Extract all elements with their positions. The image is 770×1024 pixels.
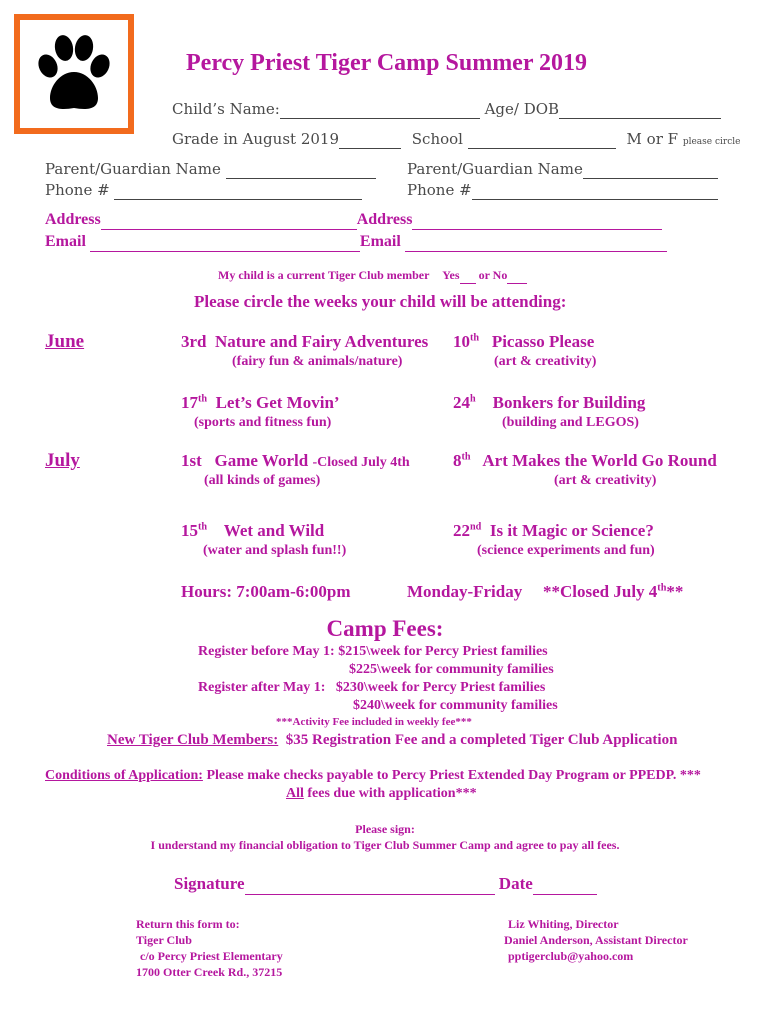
- email1-field[interactable]: [90, 233, 360, 252]
- fee-after-comm: $240\week for community families: [353, 698, 558, 713]
- july-week1-desc: (all kinds of games): [204, 473, 321, 488]
- july-week2-desc: (art & creativity): [554, 473, 657, 488]
- address1-label: Address: [45, 211, 101, 228]
- page-title: Percy Priest Tiger Camp Summer 2019: [186, 50, 588, 76]
- conditions-text: Please make checks payable to Percy Priest Extended Day Program or PPEDP. ***: [206, 768, 701, 783]
- grade-row: [172, 130, 740, 149]
- fee-before-pp: Register before May 1: $215\week for Percy Priest families: [198, 644, 548, 659]
- guardian1-name-label: Parent/Guardian Name: [45, 160, 221, 178]
- return-address: Return this form to: Tiger Club c/o Percy Priest Elementary 1700 Otter Creek Rd., 37215: [136, 917, 283, 979]
- guardian2-phone-label: Phone #: [407, 181, 472, 199]
- address2-field[interactable]: [412, 211, 662, 230]
- july-week3-date: 15th: [181, 521, 208, 540]
- fee-before-comm: $225\week for community families: [349, 662, 554, 677]
- july-week4[interactable]: [453, 521, 654, 541]
- guardian2-name-row: [407, 160, 718, 179]
- financial-statement: I understand my financial obligation to Tiger Club Summer Camp and agree to pay all fees.: [150, 838, 620, 852]
- child-name-field[interactable]: [280, 100, 480, 119]
- june-week2-desc: (art & creativity): [494, 354, 597, 369]
- june-week4-desc: (building and LEGOS): [502, 415, 639, 430]
- new-members-row: [107, 732, 677, 749]
- june-week4[interactable]: [453, 393, 645, 413]
- fees-heading: Camp Fees:: [326, 616, 444, 641]
- july-week3-desc: (water and splash fun!!): [203, 543, 347, 558]
- guardian1-name-row: [45, 160, 376, 179]
- school-label: School: [411, 130, 463, 148]
- guardian2-name-label: Parent/Guardian Name: [407, 160, 583, 178]
- contact-email[interactable]: pptigerclub@yahoo.com: [508, 949, 634, 963]
- june-week2-title: Picasso Please: [491, 332, 595, 351]
- july-week1-title: Game World: [214, 451, 309, 470]
- age-dob-field[interactable]: [559, 100, 721, 119]
- member-no-field[interactable]: [507, 268, 527, 284]
- july-week4-title: Is it Magic or Science?: [489, 521, 654, 540]
- guardian1-phone-field[interactable]: [114, 181, 362, 200]
- gender-label: M or F: [626, 130, 679, 148]
- member-or: or: [478, 268, 490, 282]
- member-no-label: No: [492, 268, 508, 282]
- logo-frame: [14, 14, 134, 134]
- activity-fee-note: ***Activity Fee included in weekly fee***: [276, 716, 472, 728]
- june-week2-date: 10th: [453, 332, 480, 351]
- email-row: [45, 233, 667, 252]
- grade-label: Grade in August 2019: [172, 130, 339, 148]
- age-dob-label: Age/ DOB: [484, 100, 560, 118]
- guardian1-phone-row: [45, 181, 362, 200]
- child-name-row: [172, 100, 721, 119]
- june-week3-desc: (sports and fitness fun): [194, 415, 332, 430]
- guardian2-name-field[interactable]: [583, 160, 718, 179]
- paw-print-icon: [20, 20, 128, 128]
- grade-field[interactable]: [339, 130, 401, 149]
- july-week4-date: 22nd: [453, 521, 482, 540]
- june-week1-date: 3rd: [181, 332, 207, 351]
- signature-field[interactable]: [245, 874, 495, 895]
- fee-after-pp: Register after May 1: $230\week for Percy Priest families: [198, 680, 546, 695]
- fee-before-label: Register before May 1:: [198, 644, 335, 659]
- hours-text: Hours: 7:00am-6:00pm: [181, 582, 351, 601]
- july-week1-closed: -Closed July 4th: [312, 455, 410, 470]
- july-week2[interactable]: [453, 451, 717, 471]
- june-week3[interactable]: [181, 393, 340, 413]
- contacts: Liz Whiting, Director Daniel Anderson, Assistant Director pptigerclub@yahoo.com: [504, 917, 688, 963]
- address1-field[interactable]: [101, 211, 357, 230]
- signature-row: [174, 874, 597, 895]
- days-text: Monday-Friday: [407, 582, 523, 601]
- guardian1-name-field[interactable]: [226, 160, 376, 179]
- email1-label: Email: [45, 233, 86, 250]
- guardian1-phone-label: Phone #: [45, 181, 110, 199]
- please-circle-note: please circle: [682, 137, 741, 147]
- june-week2[interactable]: [453, 332, 594, 352]
- child-name-label: Child’s Name:: [172, 100, 280, 118]
- july-week1[interactable]: [181, 451, 410, 471]
- address2-label: Address: [356, 211, 413, 228]
- signature-label: Signature: [174, 874, 245, 893]
- member-row: [218, 268, 527, 284]
- july-week2-title: Art Makes the World Go Round: [482, 451, 717, 470]
- email2-label: Email: [359, 233, 401, 250]
- july-week2-date: 8th: [453, 451, 471, 470]
- conditions-row: [45, 768, 701, 784]
- july-week3-title: Wet and Wild: [223, 521, 325, 540]
- conditions-label: Conditions of Application:: [45, 768, 203, 783]
- school-field[interactable]: [468, 130, 616, 149]
- member-yes-field[interactable]: [460, 268, 476, 284]
- july-label: July: [45, 450, 80, 471]
- july-week3[interactable]: [181, 521, 324, 541]
- june-week1-title: Nature and Fairy Adventures: [215, 332, 429, 351]
- june-week4-date: 24$^h$: [453, 393, 476, 412]
- new-members-text: $35 Registration Fee and a completed Tiger Club Application: [285, 732, 678, 748]
- new-members-label: New Tiger Club Members:: [107, 732, 279, 748]
- june-week3-title: Let’s Get Movin’: [215, 393, 340, 412]
- fee-after-label: Register after May 1:: [198, 680, 326, 695]
- july-week1-date: 1st: [181, 451, 202, 470]
- june-week1[interactable]: [181, 332, 428, 352]
- june-label: June: [45, 331, 85, 352]
- date-label: Date: [498, 874, 533, 893]
- date-field[interactable]: [533, 874, 597, 895]
- conditions-row2: All fees due with application***: [286, 786, 477, 801]
- guardian2-phone-row: [407, 181, 718, 200]
- july-week4-desc: (science experiments and fun): [477, 543, 655, 558]
- member-question: My child is a current Tiger Club member: [218, 268, 430, 282]
- june-week3-date: 17th: [181, 393, 208, 412]
- member-yes-label: Yes: [442, 268, 460, 282]
- closed-note: **Closed July 4th**: [543, 582, 684, 601]
- june-week1-desc: (fairy fun & animals/nature): [232, 354, 403, 369]
- email2-field[interactable]: [405, 233, 667, 252]
- address-row: [45, 211, 662, 230]
- please-sign: Please sign:: [355, 822, 415, 836]
- june-week4-title: Bonkers for Building: [492, 393, 646, 412]
- guardian2-phone-field[interactable]: [472, 181, 718, 200]
- weeks-heading: Please circle the weeks your child will be attending:: [194, 292, 567, 311]
